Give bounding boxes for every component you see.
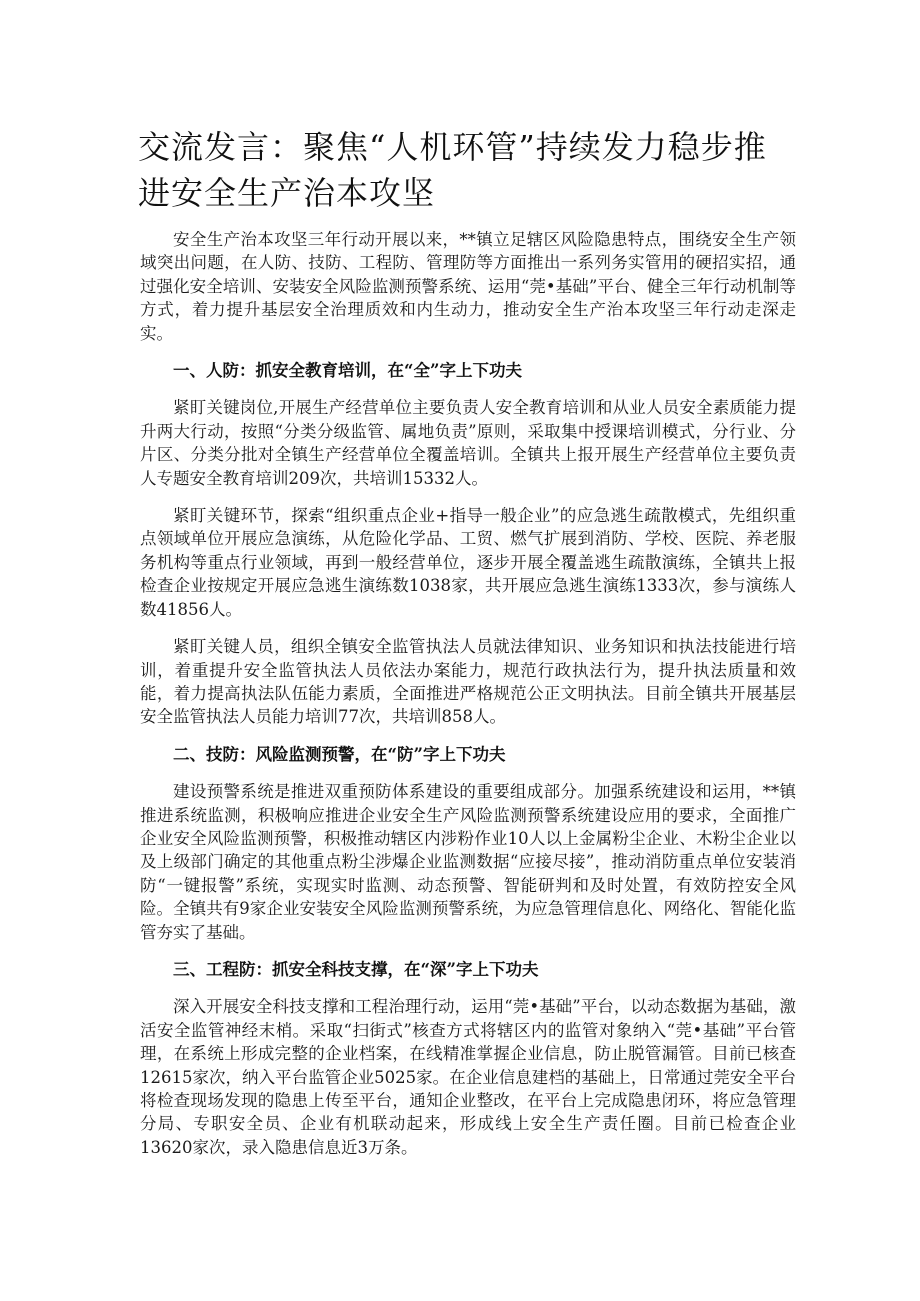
section-1-paragraph-3: 紧盯关键人员，组织全镇安全监管执法人员就法律知识、业务知识和执法技能进行培训，着重提升安全监管执法人员依法办案能力，规范行政执法行为，提升执法质量和效能，着力提高执法队伍能力素质，全面推进严格规范公正文明执法。目前全镇共开展基层安全监管执法人员能力培训77次，共培训858人。 bbox=[140, 637, 796, 727]
section-2-paragraph-1: 建设预警系统是推进双重预防体系建设的重要组成部分。加强系统建设和运用，**镇推进系统监测，积极响应推进企业安全生产风险监测预警系统建设应用的要求，全面推广企业安全风险监测预警，积极推动辖区内涉粉作业10人以上金属粉尘企业、木粉尘企业以及上级部门确定的其他重点粉尘涉爆企业监测数据“应接尽接”，推动消防重点单位安装消防“一键报警”系统，实现实时监测、动态预警、智能研判和及时处置，有效防控安全风险。全镇共有9家企业安装安全风险监测预警系统，为应急管理信息化、网络化、智能化监管夯实了基础。 bbox=[140, 782, 796, 942]
section-1-paragraph-1: 紧盯关键岗位,开展生产经营单位主要负责人安全教育培训和从业人员安全素质能力提升两大行动，按照“分类分级监管、属地负责”原则，采取集中授课培训模式，分行业、分片区、分类分批对全镇生产经营单位全覆盖培训。全镇共上报开展生产经营单位主要负责人专题安全教育培训209次，共培训15332人。 bbox=[140, 398, 796, 488]
intro-paragraph: 安全生产治本攻坚三年行动开展以来，**镇立足辖区风险隐患特点，围绕安全生产领域突出问题，在人防、技防、工程防、管理防等方面推出一系列务实管用的硬招实招，通过强化安全培训、安装安全风险监测预警系统、运用“莞•基础”平台、健全三年行动机制等方式，着力提升基层安全治理质效和内生动力，推动安全生产治本攻坚三年行动走深走实。 bbox=[140, 230, 796, 343]
document-title: 交流发言：聚焦“人机环管”持续发力稳步推进安全生产治本攻坚 bbox=[138, 128, 767, 212]
section-heading-2: 二、技防：风险监测预警，在“防”字上下功夫 bbox=[173, 744, 506, 764]
section-heading-1: 一、人防：抓安全教育培训，在“全”字上下功夫 bbox=[173, 361, 522, 381]
section-1-paragraph-2: 紧盯关键环节，探索“组织重点企业+指导一般企业”的应急逃生疏散模式，先组织重点领域单位开展应急演练，从危险化学品、工贸、燃气扩展到消防、学校、医院、养老服务机构等重点行业领域，再到一般经营单位，逐步开展全覆盖逃生疏散演练，全镇共上报检查企业按规定开展应急逃生演练数1038家，共开展应急逃生演练1333次，参与演练人数41856人。 bbox=[140, 506, 796, 619]
section-3-paragraph-1: 深入开展安全科技支撑和工程治理行动，运用“莞•基础”平台，以动态数据为基础，激活安全监管神经末梢。采取“扫街式”核查方式将辖区内的监管对象纳入“莞•基础”平台管理，在系统上形成完整的企业档案，在线精准掌握企业信息，防止脱管漏管。目前已核查12615家次，纳入平台监管企业5025家。在企业信息建档的基础上，日常通过莞安全平台将检查现场发现的隐患上传至平台，通知企业整改，在平台上完成隐患闭环，将应急管理分局、专职安全员、企业有机联动起来，形成线上安全生产责任圈。目前已检查企业13620家次，录入隐患信息近3万条。 bbox=[140, 997, 796, 1157]
document-body bbox=[140, 228, 796, 1173]
section-heading-3: 三、工程防：抓安全科技支撑，在“深”字上下功夫 bbox=[173, 959, 539, 979]
